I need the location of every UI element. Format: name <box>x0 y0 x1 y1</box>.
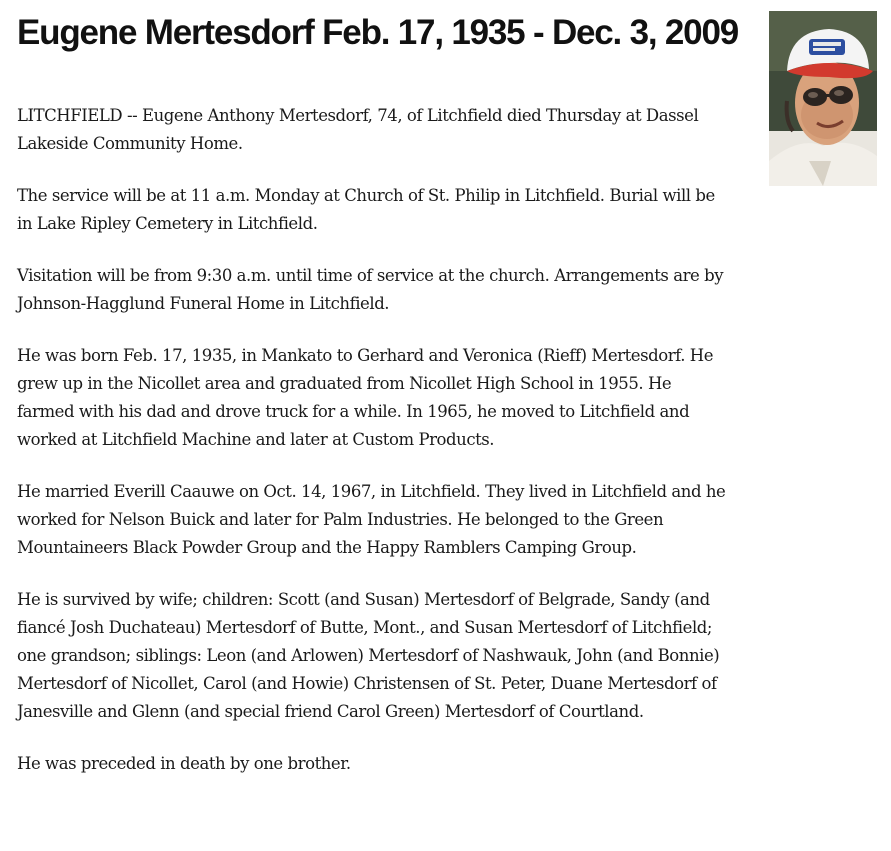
article-body <box>17 102 729 802</box>
paragraph-service: The service will be at 11 a.m. Monday at Church of St. Philip in Litchfield. Burial will be in Lake Ripley Cemetery in Litchfield. <box>17 186 715 233</box>
paragraph-survivors: He is survived by wife; children: Scott (and Susan) Mertesdorf of Belgrade, Sandy (and fiancé Josh Duchateau) Mertesdorf of Butte, Mont., and Susan Mertesdorf of Litchfield; one grandson; siblings: Leon (and Arlowen) Mertesdorf of Nashwauk, John (and Bonnie) Mertesdorf of Nicollet, Carol (and Howie) Christensen of St. Peter, Duane Mertesdorf of Janesville and Glenn (and special friend Carol Green) Mertesdorf of Courtland. <box>17 590 720 721</box>
paragraph-marriage: He married Everill Caauwe on Oct. 14, 1967, in Litchfield. They lived in Litchfield and he worked for Nelson Buick and later for Palm Industries. He belonged to the Green Mountaineers Black Powder Group and the Happy Ramblers Camping Group. <box>17 482 726 557</box>
paragraph-visitation: Visitation will be from 9:30 a.m. until time of service at the church. Arrangements are by Johnson-Hagglund Funeral Home in Litchfield. <box>17 266 724 313</box>
paragraph-biography: He was born Feb. 17, 1935, in Mankato to Gerhard and Veronica (Rieff) Mertesdorf. He grew up in the Nicollet area and graduated from Nicollet High School in 1955. He farmed with his dad and drove truck for a while. In 1965, he moved to Litchfield and worked at Litchfield Machine and later at Custom Products. <box>17 346 714 449</box>
portrait-image <box>769 11 877 186</box>
page-title: Eugene Mertesdorf Feb. 17, 1935 - Dec. 3, 2009 <box>17 13 738 52</box>
paragraph-intro: LITCHFIELD -- Eugene Anthony Mertesdorf, 74, of Litchfield died Thursday at Dassel Lakeside Community Home. <box>17 106 699 153</box>
portrait-photo <box>769 11 877 186</box>
paragraph-preceded: He was preceded in death by one brother. <box>17 754 351 773</box>
